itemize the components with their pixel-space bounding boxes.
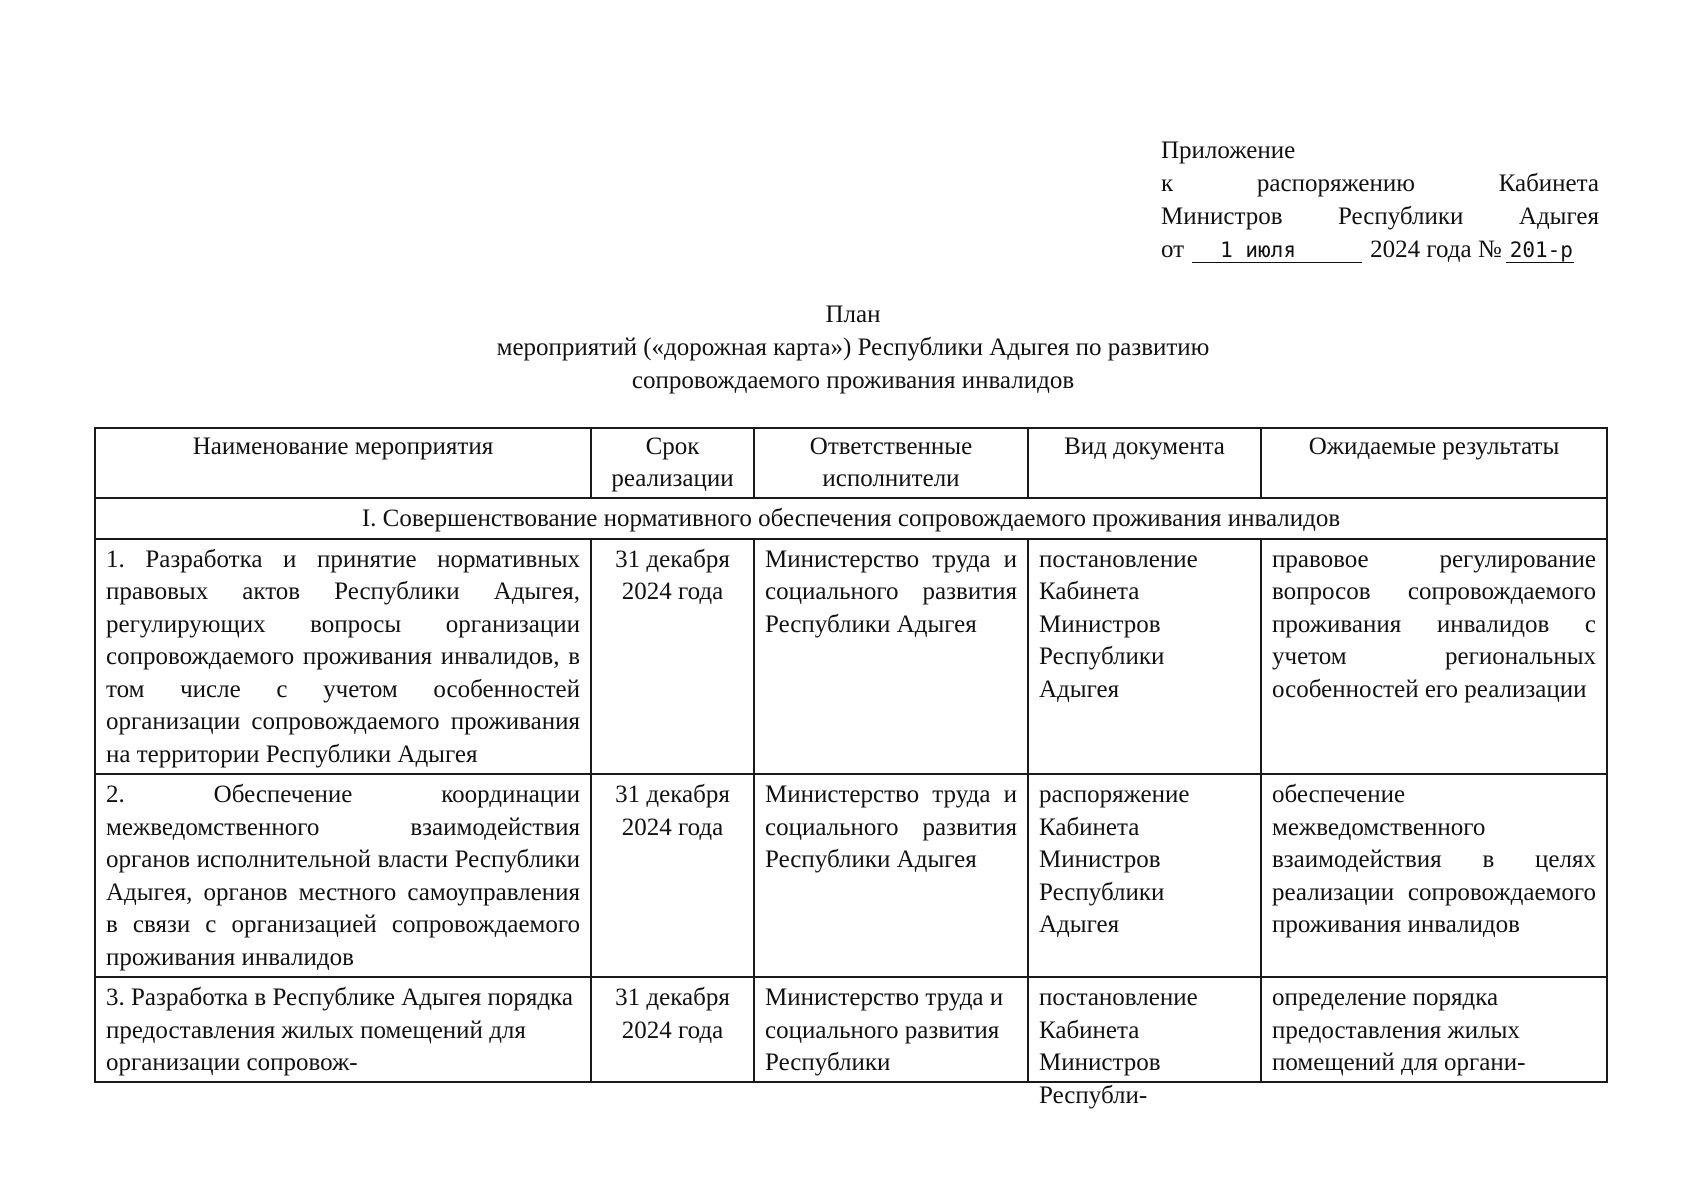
from-label: от [1161, 236, 1185, 263]
table-row [95, 977, 1607, 1082]
row-result-cell [1261, 977, 1607, 1082]
annex-header [1161, 134, 1601, 266]
header-deadline: Срок реализации [591, 428, 754, 498]
row-name: 1. Разработка и принятие нормативных правовых актов Республики Адыгея, регулирующих вопросы организации сопровождаемого проживания инвалидов, в том числе с учетом особенностей организации сопровождаемого проживания на территории Республики Адыгея [95, 539, 591, 775]
header-doc-type: Вид документа [1028, 428, 1261, 498]
section-row [95, 498, 1607, 539]
row-name-cell [95, 977, 591, 1082]
row-executor-cell [754, 977, 1028, 1082]
header-name: Наименование мероприятия [95, 428, 591, 498]
table-header-row [95, 428, 1607, 498]
title-line-1: План [825, 301, 881, 328]
annex-line-2: к распоряжению Кабинета [1161, 170, 1599, 197]
row-executor: Министерство труда и социального развития Республики [765, 984, 1004, 1076]
annex-date-line [1161, 233, 1601, 266]
row-executor: Министерство труда и социального развития Республики Адыгея [754, 774, 1028, 977]
row-doc-type: постановление Кабинета Министров Республи- [1039, 984, 1198, 1109]
row-doc-type: постановление Кабинета Министров Республики Адыгея [1028, 539, 1261, 775]
row-doc-type: распоряжение Кабинета Министров Республики Адыгея [1028, 774, 1261, 977]
row-deadline: 31 декабря 2024 года [591, 774, 754, 977]
annex-title: Приложение [1161, 137, 1296, 164]
year-label: 2024 года № [1370, 236, 1502, 263]
row-result: определение порядка предоставления жилых помещений для органи- [1272, 984, 1526, 1076]
annex-line-3: Министров Республики Адыгея [1161, 203, 1599, 230]
document-title [0, 298, 1698, 397]
row-name: 2. Обеспечение координации межведомственного взаимодействия органов исполнительной власти Республики Адыгея, органов местного самоуправления в связи с организацией сопровождаемого проживания инвалидов [95, 774, 591, 977]
header-result: Ожидаемые результаты [1261, 428, 1607, 498]
header-executor: Ответственные исполнители [754, 428, 1028, 498]
row-deadline: 31 декабря 2024 года [591, 539, 754, 775]
title-line-3: сопровождаемого проживания инвалидов [631, 367, 1075, 394]
table-row [95, 774, 1607, 977]
plan-table [94, 427, 1608, 1109]
row-deadline: 31 декабря 2024 года [615, 984, 730, 1044]
row-deadline-cell [591, 977, 754, 1082]
table-row [95, 539, 1607, 775]
row-doc-type-cell [1028, 977, 1261, 1109]
title-line-2: мероприятий («дорожная карта») Республики Адыгея по развитию [496, 334, 1210, 361]
row-name: 3. Разработка в Республике Адыгея порядка предоставления жилых помещений для организации сопровож- [106, 984, 574, 1076]
number-field: 201-р [1506, 238, 1574, 263]
row-result: правовое регулирование вопросов сопровождаемого проживания инвалидов с учетом региональных особенностей его реализации [1261, 539, 1607, 775]
row-result: обеспечение межведомственного взаимодействия в целях реализации сопровождаемого проживания инвалидов [1261, 774, 1607, 977]
date-field: 1 июля [1192, 238, 1362, 263]
section-title: I. Совершенствование нормативного обеспечения сопровождаемого проживания инвалидов [95, 498, 1607, 539]
row-executor: Министерство труда и социального развития Республики Адыгея [754, 539, 1028, 775]
